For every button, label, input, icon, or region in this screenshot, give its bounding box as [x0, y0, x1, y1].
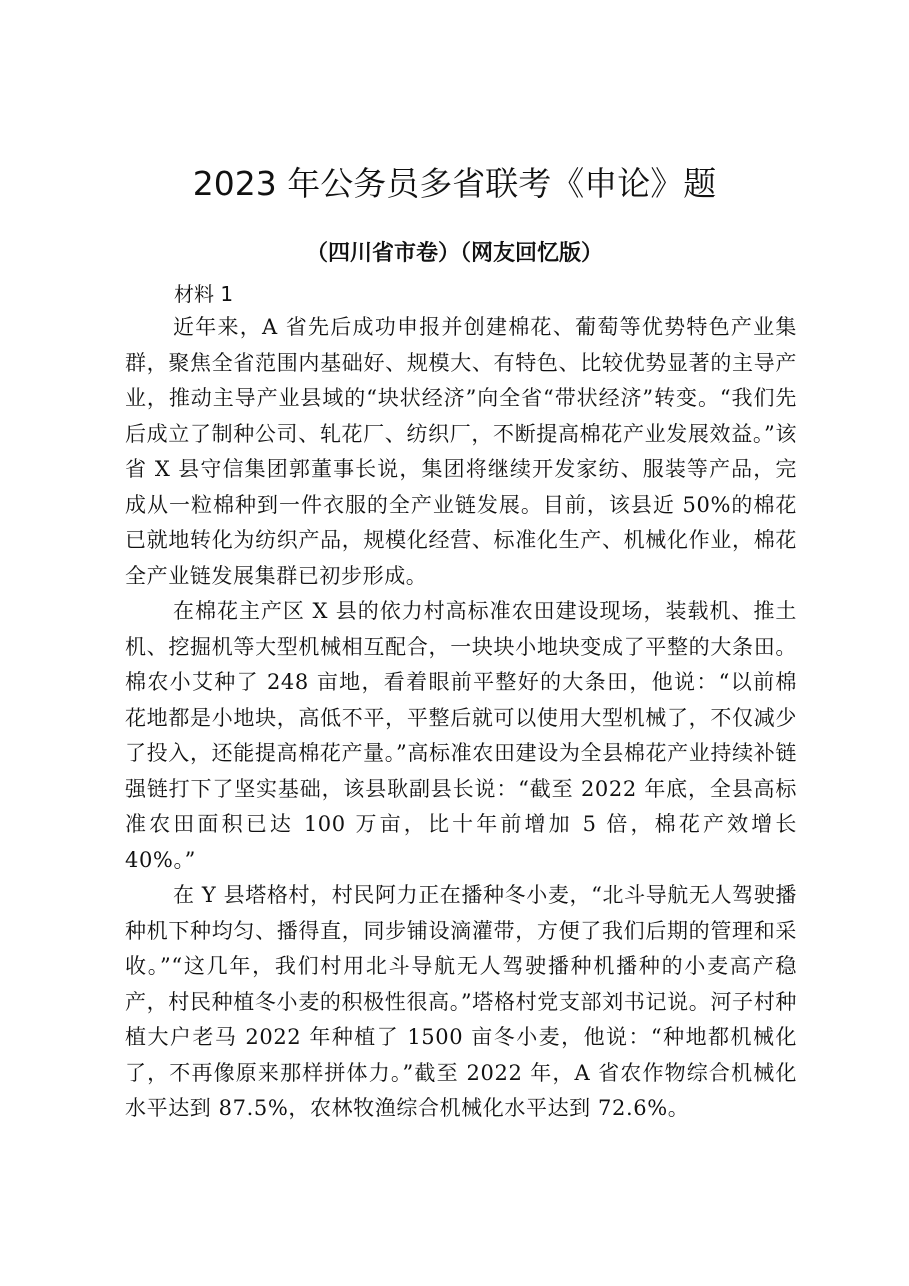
material-body [125, 310, 797, 1127]
paragraph-1: 近年来，A 省先后成功申报并创建棉花、葡萄等优势特色产业集群，聚焦全省范围内基础好、规模大、有特色、比较优势显著的主导产业，推动主导产业县域的“块状经济”向全省“带状经济”转变。“我们先后成立了制种公司、轧花厂、纺织厂，不断提高棉花产业发展效益。”该省 X 县守信集团郭董事长说，集团将继续开发家纺、服装等产品，完成从一粒棉种到一件衣服的全产业链发展。目前，该县近 50%的棉花已就地转化为纺织产品，规模化经营、标准化生产、机械化作业，棉花全产业链发展集群已初步形成。 [125, 315, 797, 588]
paragraph-3: 在 Y 县塔格村，村民阿力正在播种冬小麦，“北斗导航无人驾驶播种机下种均匀、播得直，同步铺设滴灌带，方便了我们后期的管理和采收。”“这几年，我们村用北斗导航无人驾驶播种机播种的小麦高产稳产，村民种植冬小麦的积极性很高。”塔格村党支部刘书记说。河子村种植大户老马 2022 年种植了 1500 亩冬小麦，他说：“种地都机械化了，不再像原来那样拼体力。”截至 2022 年，A 省农作物综合机械化水平达到 87.5%，农林牧渔综合机械化水平达到 72.6%。 [125, 883, 797, 1120]
paragraph-2: 在棉花主产区 X 县的依力村高标准农田建设现场，装载机、推土机、挖掘机等大型机械相互配合，一块块小地块变成了平整的大条田。棉农小艾种了 248 亩地，看着眼前平整好的大条田，他说：“以前棉花地都是小地块，高低不平，平整后就可以使用大型机械了，不仅减少了投入，还能提高棉花产量。”高标准农田建设为全县棉花产业持续补链强链打下了坚实基础，该县耿副县长说：“截至 2022 年底，全县高标准农田面积已达 100 万亩，比十年前增加 5 倍，棉花产效增长 40%。” [125, 599, 797, 872]
document-subtitle: （四川省市卷）（网友回忆版） [305, 240, 603, 266]
material-label: 材料 1 [174, 282, 234, 306]
document-title: 2023 年公务员多省联考《申论》题 [192, 164, 717, 203]
